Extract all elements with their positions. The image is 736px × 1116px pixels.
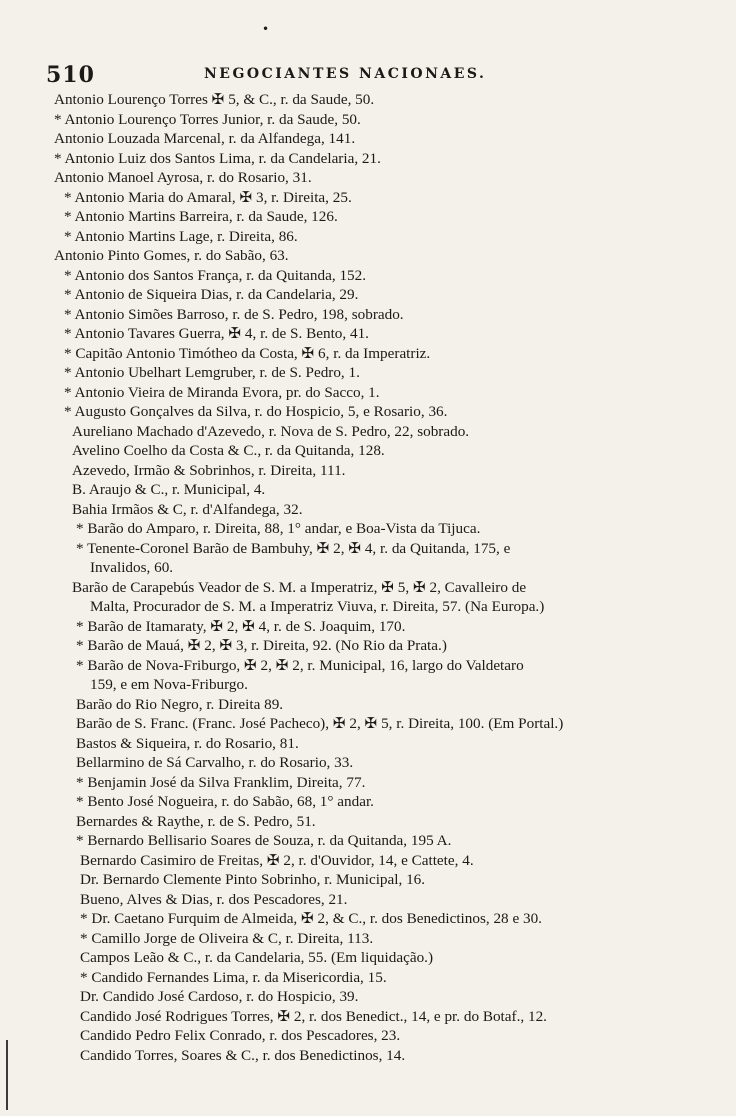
directory-entries	[46, 90, 716, 1065]
directory-entry: * Barão de Mauá, ✠ 2, ✠ 3, r. Direita, 92. (No Rio da Prata.)	[76, 637, 447, 654]
directory-entry: Bernardo Casimiro de Freitas, ✠ 2, r. d'Ouvidor, 14, e Cattete, 4.	[80, 851, 474, 869]
directory-entry: * Antonio Martins Barreira, r. da Saude, 126.	[64, 208, 338, 225]
directory-entry: Antonio Lourenço Torres ✠ 5, & C., r. da Saude, 50.	[54, 91, 375, 108]
directory-entry: Antonio Manoel Ayrosa, r. do Rosario, 31.	[54, 169, 312, 186]
directory-entry: Bellarmino de Sá Carvalho, r. do Rosario, 33.	[76, 754, 354, 771]
directory-entry: B. Araujo & C., r. Municipal, 4.	[72, 481, 266, 498]
directory-entry: * Bento José Nogueira, r. do Sabão, 68, 1° andar.	[76, 793, 374, 810]
directory-entry: * Capitão Antonio Timótheo da Costa, ✠ 6, r. da Imperatriz.	[64, 344, 431, 362]
directory-entry: Barão de Carapebús Veador de S. M. a Imperatriz, ✠ 5, ✠ 2, Cavalleiro de	[72, 578, 527, 596]
directory-entry: 159, e em Nova-Friburgo.	[90, 676, 248, 693]
directory-entry: * Augusto Gonçalves da Silva, r. do Hospicio, 5, e Rosario, 36.	[64, 403, 448, 420]
directory-entry: * Antonio Lourenço Torres Junior, r. da Saude, 50.	[54, 110, 361, 128]
directory-entry: Candido Pedro Felix Conrado, r. dos Pescadores, 23.	[80, 1027, 401, 1044]
directory-entry: * Antonio Maria do Amaral, ✠ 3, r. Direita, 25.	[64, 188, 352, 206]
page-number: 510	[46, 62, 95, 88]
directory-entry: Avelino Coelho da Costa & C., r. da Quitanda, 128.	[72, 442, 385, 459]
directory-entry: * Antonio dos Santos França, r. da Quitanda, 152.	[64, 266, 367, 284]
directory-entry: * Candido Fernandes Lima, r. da Misericordia, 15.	[80, 968, 387, 986]
directory-entry: Bahia Irmãos & C, r. d'Alfandega, 32.	[72, 500, 303, 518]
directory-entry: * Barão do Amparo, r. Direita, 88, 1° andar, e Boa-Vista da Tijuca.	[76, 520, 481, 537]
directory-entry: * Antonio Tavares Guerra, ✠ 4, r. de S. Bento, 41.	[64, 325, 369, 342]
directory-entry: Invalidos, 60.	[90, 559, 174, 576]
directory-entry: Dr. Bernardo Clemente Pinto Sobrinho, r. Municipal, 16.	[80, 871, 426, 888]
directory-entry: * Antonio Simões Barroso, r. de S. Pedro, 198, sobrado.	[64, 305, 404, 323]
directory-entry: * Antonio de Siqueira Dias, r. da Candelaria, 29.	[64, 286, 359, 303]
directory-entry: Dr. Candido José Cardoso, r. do Hospicio, 39.	[80, 988, 359, 1005]
directory-entry: * Antonio Luiz dos Santos Lima, r. da Candelaria, 21.	[54, 149, 381, 167]
directory-entry: * Camillo Jorge de Oliveira & C, r. Direita, 113.	[80, 929, 374, 947]
directory-entry: * Antonio Vieira de Miranda Evora, pr. do Sacco, 1.	[64, 383, 380, 401]
running-title: NEGOCIANTES NACIONAES.	[204, 66, 487, 82]
directory-entry: Antonio Pinto Gomes, r. do Sabão, 63.	[54, 247, 289, 264]
directory-entry: Barão do Rio Negro, r. Direita 89.	[76, 695, 284, 713]
directory-entry: * Barão de Itamaraty, ✠ 2, ✠ 4, r. de S. Joaquim, 170.	[76, 617, 406, 635]
directory-entry: * Tenente-Coronel Barão de Bambuhy, ✠ 2, ✠ 4, r. da Quitanda, 175, e	[76, 539, 511, 557]
page-header	[46, 62, 696, 88]
top-bullet-mark: •	[262, 22, 270, 36]
directory-entry: Aureliano Machado d'Azevedo, r. Nova de S. Pedro, 22, sobrado.	[72, 422, 470, 440]
directory-entry: * Barão de Nova-Friburgo, ✠ 2, ✠ 2, r. Municipal, 16, largo do Valdetaro	[76, 656, 524, 674]
directory-entry: Malta, Procurador de S. M. a Imperatriz Viuva, r. Direita, 57. (Na Europa.)	[90, 598, 545, 615]
directory-entry: * Dr. Caetano Furquim de Almeida, ✠ 2, & C., r. dos Benedictinos, 28 e 30.	[80, 910, 542, 927]
directory-entry: Candido José Rodrigues Torres, ✠ 2, r. dos Benedict., 14, e pr. do Botaf., 12.	[80, 1007, 547, 1025]
directory-entry: Barão de S. Franc. (Franc. José Pacheco), ✠ 2, ✠ 5, r. Direita, 100. (Em Portal.)	[76, 715, 564, 732]
directory-entry: Bueno, Alves & Dias, r. dos Pescadores, 21.	[80, 890, 348, 908]
directory-entry: Azevedo, Irmão & Sobrinhos, r. Direita, 111.	[72, 461, 346, 479]
directory-entry: * Antonio Ubelhart Lemgruber, r. de S. Pedro, 1.	[64, 364, 360, 381]
directory-entry: Bastos & Siqueira, r. do Rosario, 81.	[76, 734, 299, 752]
directory-entry: Candido Torres, Soares & C., r. dos Benedictinos, 14.	[80, 1046, 406, 1064]
directory-entry: Campos Leão & C., r. da Candelaria, 55. (Em liquidação.)	[80, 949, 434, 966]
directory-entry: Antonio Louzada Marcenal, r. da Alfandega, 141.	[54, 130, 356, 147]
directory-entry: * Bernardo Bellisario Soares de Souza, r. da Quitanda, 195 A.	[76, 832, 452, 849]
directory-entry: * Antonio Martins Lage, r. Direita, 86.	[64, 227, 298, 245]
binding-edge	[6, 1040, 22, 1110]
directory-entry: * Benjamin José da Silva Franklim, Direita, 77.	[76, 773, 366, 791]
directory-entry: Bernardes & Raythe, r. de S. Pedro, 51.	[76, 812, 316, 830]
